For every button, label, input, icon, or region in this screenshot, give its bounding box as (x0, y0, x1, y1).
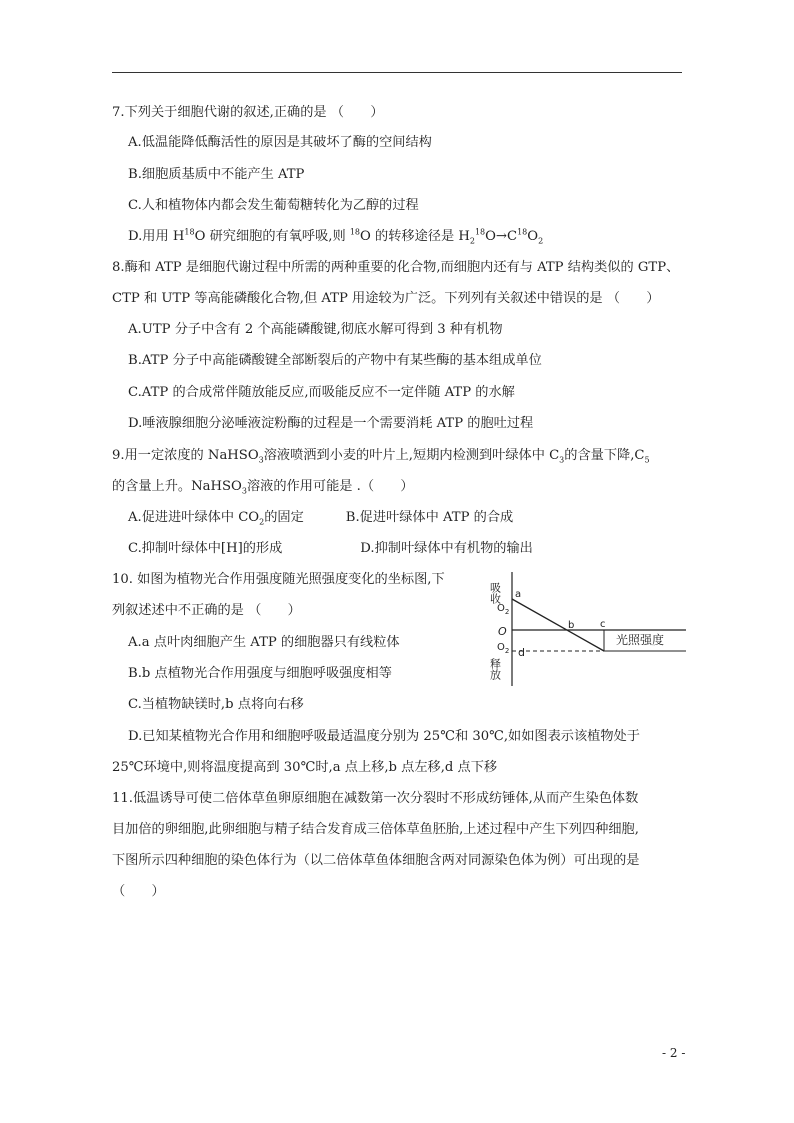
header-rule (112, 72, 682, 73)
q7-option-b: B.细胞质基质中不能产生 ATP (128, 167, 305, 182)
q7-option-a: A.低温能降低酶活性的原因是其破坏了酶的空间结构 (128, 135, 432, 150)
q10-option-d-line1: D.已知某植物光合作用和细胞呼吸最适温度分别为 25℃和 30℃,如如图表示该植物处于 (128, 729, 640, 744)
q9-options-ab (128, 509, 513, 527)
q8-option-b: B.ATP 分子中高能磷酸键全部断裂后的产物中有某些酶的基本组成单位 (128, 353, 542, 368)
q10-stem-line1: 10. 如图为植物光合作用强度随光照强度变化的坐标图,下 (112, 572, 445, 587)
q9-options-cd (128, 540, 533, 558)
graph-point-a: a (515, 589, 522, 600)
q8-option-c: C.ATP 的合成常伴随放能反应,而吸能反应不一定伴随 ATP 的水解 (128, 385, 515, 400)
graph-point-d: d (518, 646, 525, 659)
q8-stem-line1: 8.酶和 ATP 是细胞代谢过程中所需的两种重要的化合物,而细胞内还有与 ATP 结构类似的 GTP、 (112, 260, 680, 275)
q10-stem-line2: 列叙述述中不正确的是 （ ） (112, 603, 301, 618)
graph-y-top-label: 吸收 (488, 582, 502, 604)
q9-option-a: A.促进进叶绿体中 $CO_2$的固定 (128, 510, 304, 527)
q8-stem-line2: CTP 和 UTP 等高能磷酸化合物,但 ATP 用途较为广泛。下列列有关叙述中错误的是 （ ） (112, 291, 660, 306)
graph-point-c: c (600, 619, 606, 630)
q9-stem-line2: 的含量上升。NaHSO$_3$溶液的作用可能是 .（ ） (112, 479, 414, 496)
q7-stem: 7.下列关于细胞代谢的叙述,正确的是 （ ） (112, 105, 384, 120)
q11-line2: 目加倍的卵细胞,此卵细胞与精子结合发育成三倍体草鱼胚胎,上述过程中产生下列四种细胞, (112, 822, 639, 837)
q9-stem-line1: 9.用一定浓度的 NaHSO$_3$溶液喷洒到小麦的叶片上,短期内检测到叶绿体中 $C_3$的含量下降$,C_5$ (112, 448, 650, 465)
q9-option-d: D.抑制叶绿体中有机物的输出 (360, 541, 533, 556)
graph-y-bottom-o2: $O_2$ (497, 642, 510, 655)
q7-option-c: C.人和植物体内都会发生葡萄糖转化为乙醇的过程 (128, 198, 419, 213)
q8-option-d: D.唾液腺细胞分泌唾液淀粉酶的过程是一个需要消耗 ATP 的胞吐过程 (128, 416, 534, 431)
q10-option-c: C.当植物缺镁时,b 点将向右移 (128, 697, 304, 712)
q9-option-b: B.促进叶绿体中 ATP 的合成 (345, 510, 514, 525)
q9-option-c: C.抑制叶绿体中[H]的形成 (128, 541, 283, 556)
graph-x-axis-label: 光照强度 (616, 633, 665, 647)
graph-point-b: b (568, 620, 575, 631)
q8-option-a: A.UTP 分子中含有 2 个高能磷酸键,彻底水解可得到 3 种有机物 (128, 322, 503, 337)
q10-light-intensity-graph (488, 568, 690, 692)
q10-option-a: A.a 点叶肉细胞产生 ATP 的细胞器只有线粒体 (128, 635, 400, 650)
q11-line4: （ ） (112, 884, 165, 899)
q7-option-d: D.用用 $H^{18}O$ 研究细胞的有氧呼吸,则 $^{18}$O 的转移途径是 $H_2^{18}O\to C^{18}O_2$ (128, 227, 544, 246)
q10-option-d-line2: 25℃环境中,则将温度提高到 30℃时,a 点上移,b 点左移,d 点下移 (112, 760, 498, 775)
graph-origin-label: O (498, 625, 507, 638)
graph-curve (512, 599, 604, 651)
graph-y-top-o2: $O_2$ (497, 603, 510, 616)
q11-line1: 11.低温诱导可使二倍体草鱼卵原细胞在减数第一次分裂时不形成纺锤体,从而产生染色体数 (112, 791, 639, 806)
q11-line3: 下图所示四种细胞的染色体行为（以二倍体草鱼体细胞含两对同源染色体为例）可出现的是 (112, 853, 640, 868)
q10-option-b: B.b 点植物光合作用强度与细胞呼吸强度相等 (128, 666, 392, 681)
page-number: - 2 - (662, 1046, 686, 1060)
graph-y-bottom-label: 释放 (488, 658, 502, 680)
